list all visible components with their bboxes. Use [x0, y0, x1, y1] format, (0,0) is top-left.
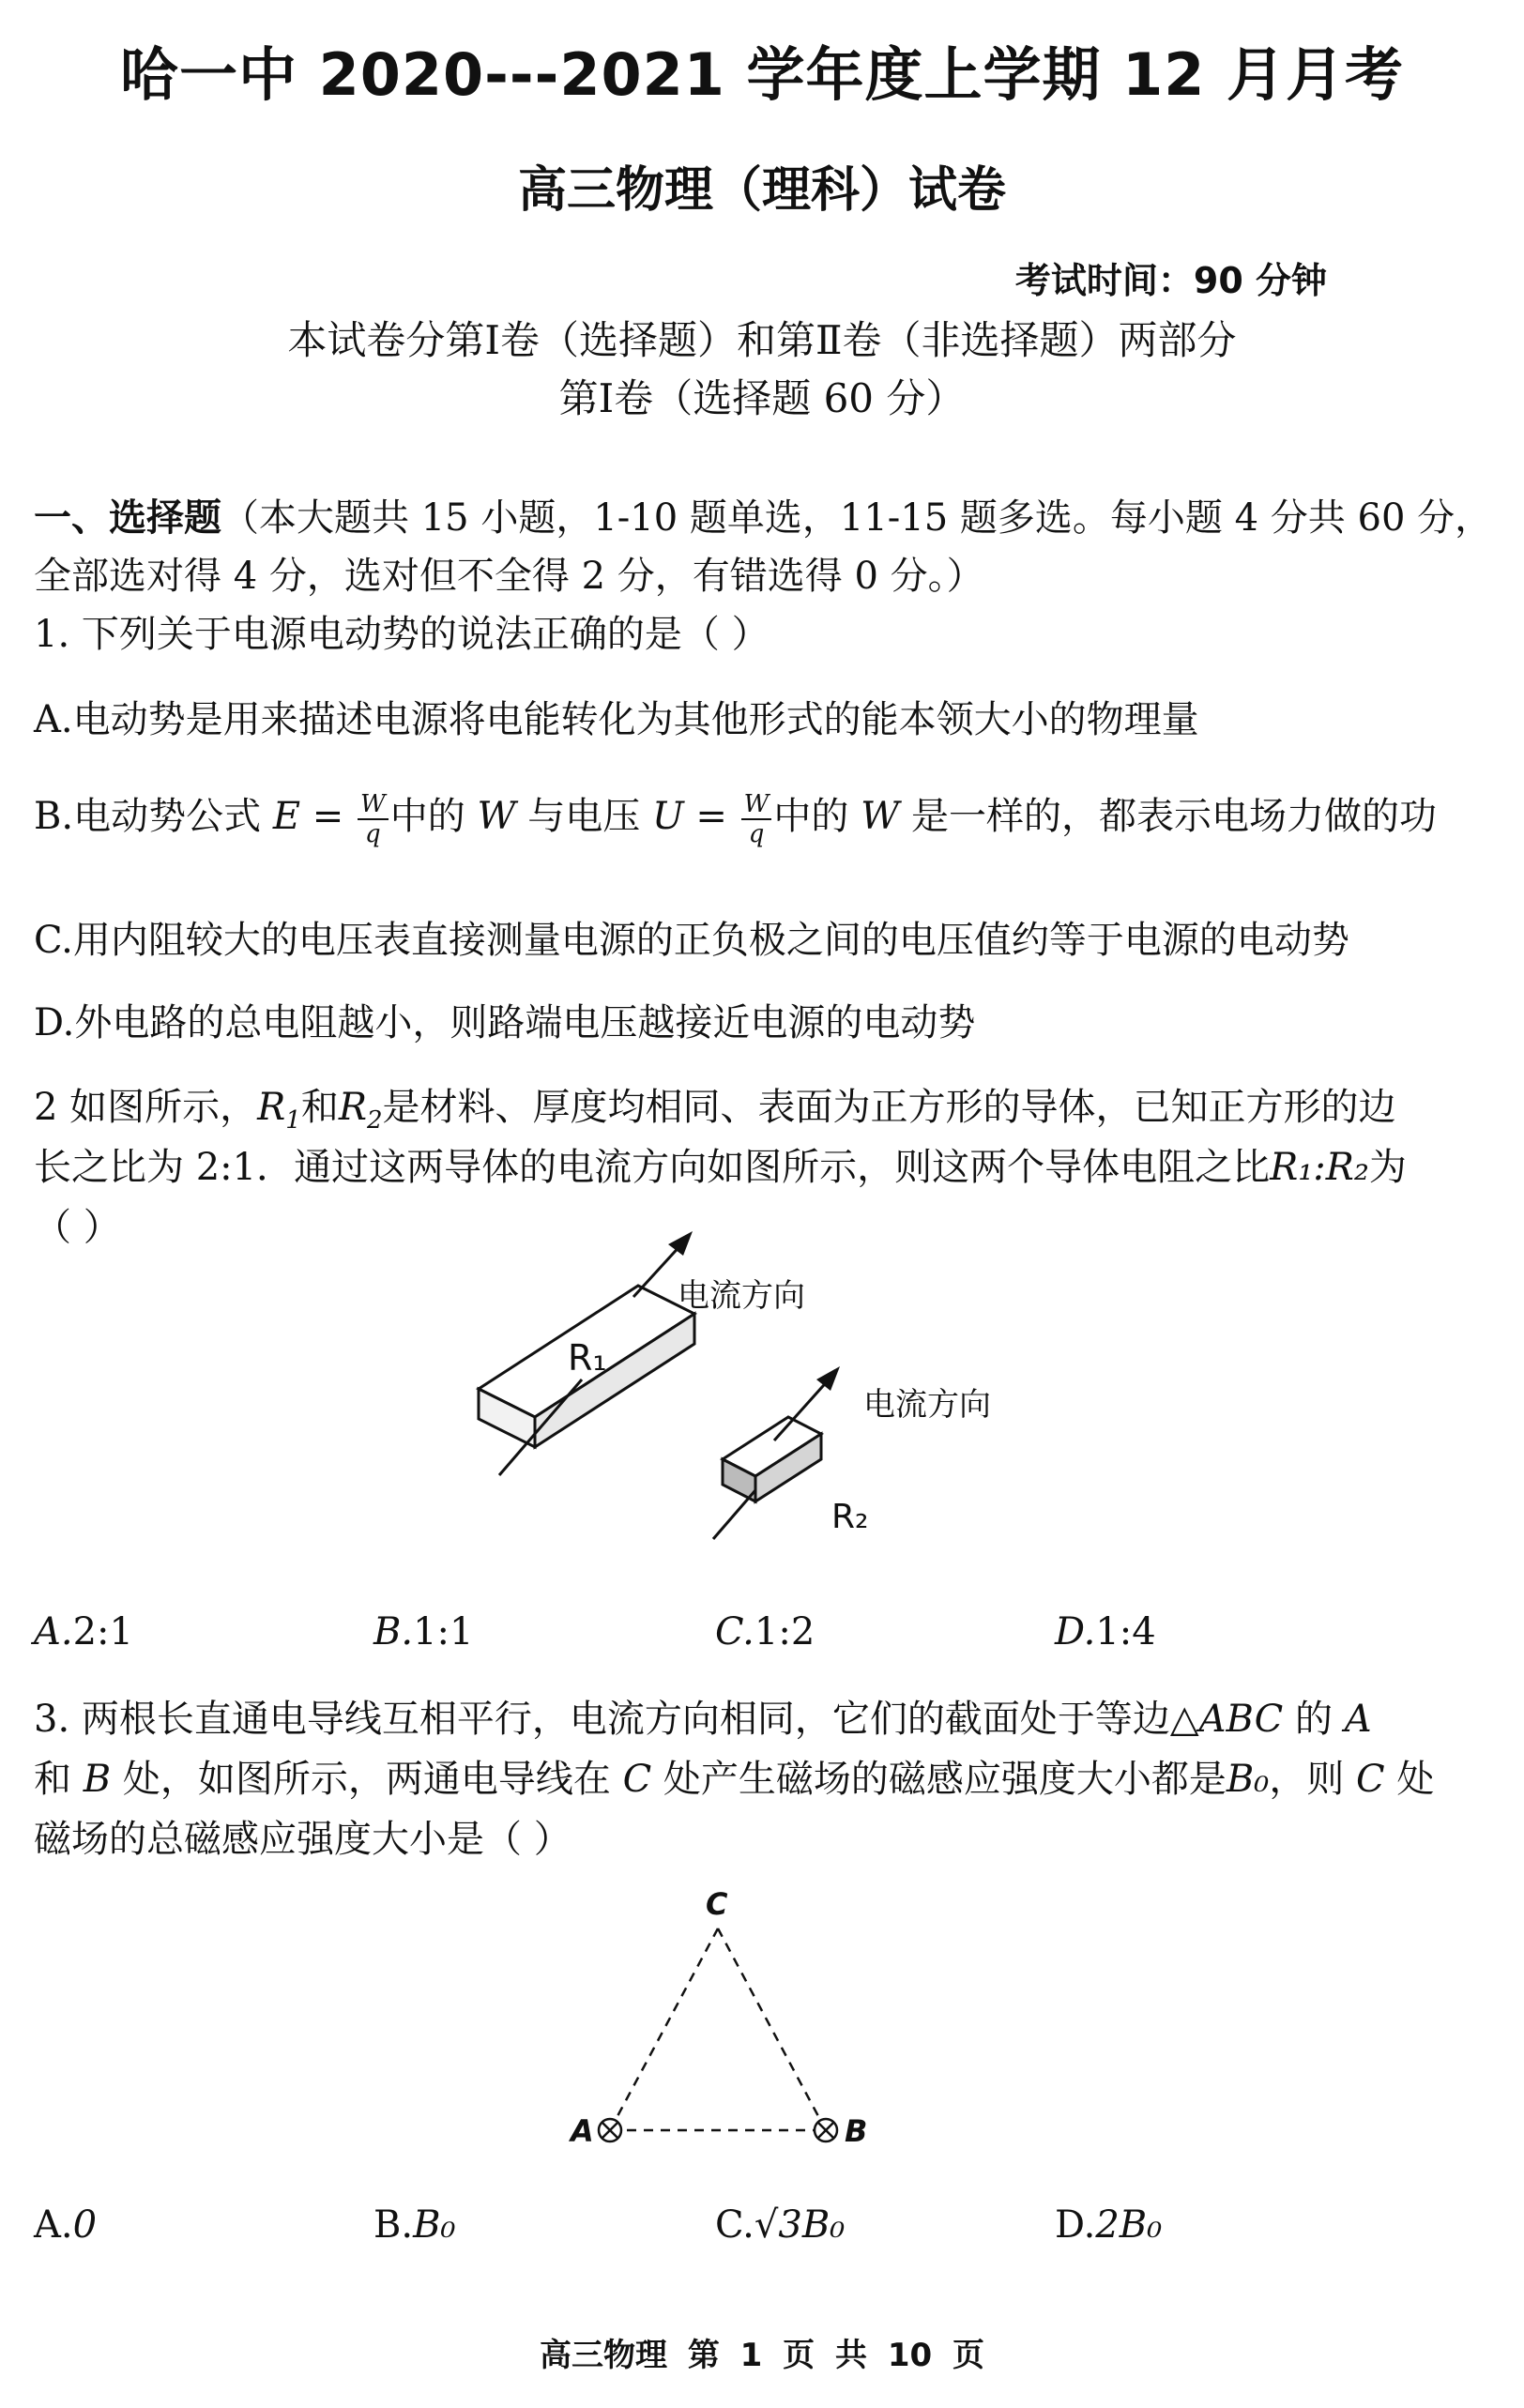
conductor-r2 [723, 1417, 868, 1536]
q1-option-b: B.电动势公式 E = $\frac{W}{q}$ 中的 W 与电压 U = $\frac{W}{q}$ 中的 W 是一样的，都表示电场力做的功 [34, 790, 1437, 848]
vertex-c-label: C [706, 1886, 728, 1922]
fraction-w-over-q-2: $\frac{W}{q}$ [741, 792, 772, 846]
vertex-a-label: A [571, 2113, 594, 2149]
vertex-b-label: B [845, 2113, 868, 2149]
r2-label: R₂ [831, 1498, 869, 1536]
section1-desc-line1 [34, 488, 1492, 541]
q1-option-d: D.外电路的总电阻越小，则路端电压越接近电源的电动势 [34, 1001, 976, 1044]
page-footer: 高三物理 第 1 页 共 10 页 [540, 2337, 984, 2374]
q2-line2: 长之比为 2:1．通过这两导体的电流方向如图所示，则这两个导体电阻之比R₁:R₂为 [34, 1146, 1407, 1189]
current-label-2: 电流方向 [863, 1386, 991, 1424]
r1-label: R₁ [568, 1337, 607, 1379]
section1-desc: （本大题共 15 小题，1-10 题单选，11-15 题多选。每小题 4 分共 60 分， [221, 496, 1493, 540]
q2-option-c[interactable]: C.1:2 [715, 1610, 815, 1654]
q1-option-c: C.用内阻较大的电压表直接测量电源的正负极之间的电压值约等于电源的电动势 [34, 919, 1349, 962]
q3-option-d[interactable]: D.2B₀ [1055, 2203, 1163, 2247]
conductor-r1 [479, 1286, 694, 1447]
section1-desc-line2: 全部选对得 4 分，选对但不全得 2 分，有错选得 0 分。） [34, 555, 984, 598]
fraction-w-over-q-1: $\frac{W}{q}$ [358, 792, 389, 846]
q3-line2: 和 B 处，如图所示，两通电导线在 C 处产生磁场的磁感应强度大小都是B₀，则 C 处 [34, 1758, 1435, 1801]
section-title: 第Ⅰ卷（选择题 60 分） [558, 375, 966, 421]
q3-triangle-figure [554, 1877, 892, 2158]
wire-a-icon [599, 2119, 621, 2141]
q2-line1: 2 如图所示，$R_1$和$R_2$是材料、厚度均相同、表面为正方形的导体，已知正方形的边 [34, 1086, 1396, 1135]
exam-time: 考试时间：90 分钟 [1014, 260, 1327, 301]
q3-option-b[interactable]: B.B₀ [373, 2203, 456, 2247]
q2-conductor-figure [450, 1229, 1070, 1567]
q3-line1: 3. 两根长直通电导线互相平行，电流方向相同，它们的截面处于等边△ABC 的 A [34, 1698, 1372, 1741]
q2-line3: （ ） [34, 1206, 121, 1249]
q1-stem: 1. 下列关于电源电动势的说法正确的是（ ） [34, 613, 770, 656]
q3-option-c[interactable]: C.√3B₀ [715, 2203, 846, 2247]
exam-title: 哈一中 2020---2021 学年度上学期 12 月月考 [120, 40, 1404, 109]
q1-option-a: A.电动势是用来描述电源将电能转化为其他形式的能本领大小的物理量 [34, 698, 1199, 741]
q2-option-a[interactable]: A.2:1 [34, 1610, 133, 1654]
exam-subtitle: 高三物理（理科）试卷 [517, 162, 1006, 219]
q3-option-a[interactable]: A.0 [34, 2203, 98, 2247]
exam-intro: 本试卷分第Ⅰ卷（选择题）和第Ⅱ卷（非选择题）两部分 [287, 317, 1237, 363]
q3-line3: 磁场的总磁感应强度大小是（ ） [34, 1818, 572, 1861]
q2-option-b[interactable]: B.1:1 [373, 1610, 474, 1654]
current-label-1: 电流方向 [678, 1277, 805, 1315]
q2-option-d[interactable]: D.1:4 [1055, 1610, 1156, 1654]
wire-b-icon [815, 2119, 837, 2141]
section1-label: 一、选择题 [34, 496, 221, 540]
